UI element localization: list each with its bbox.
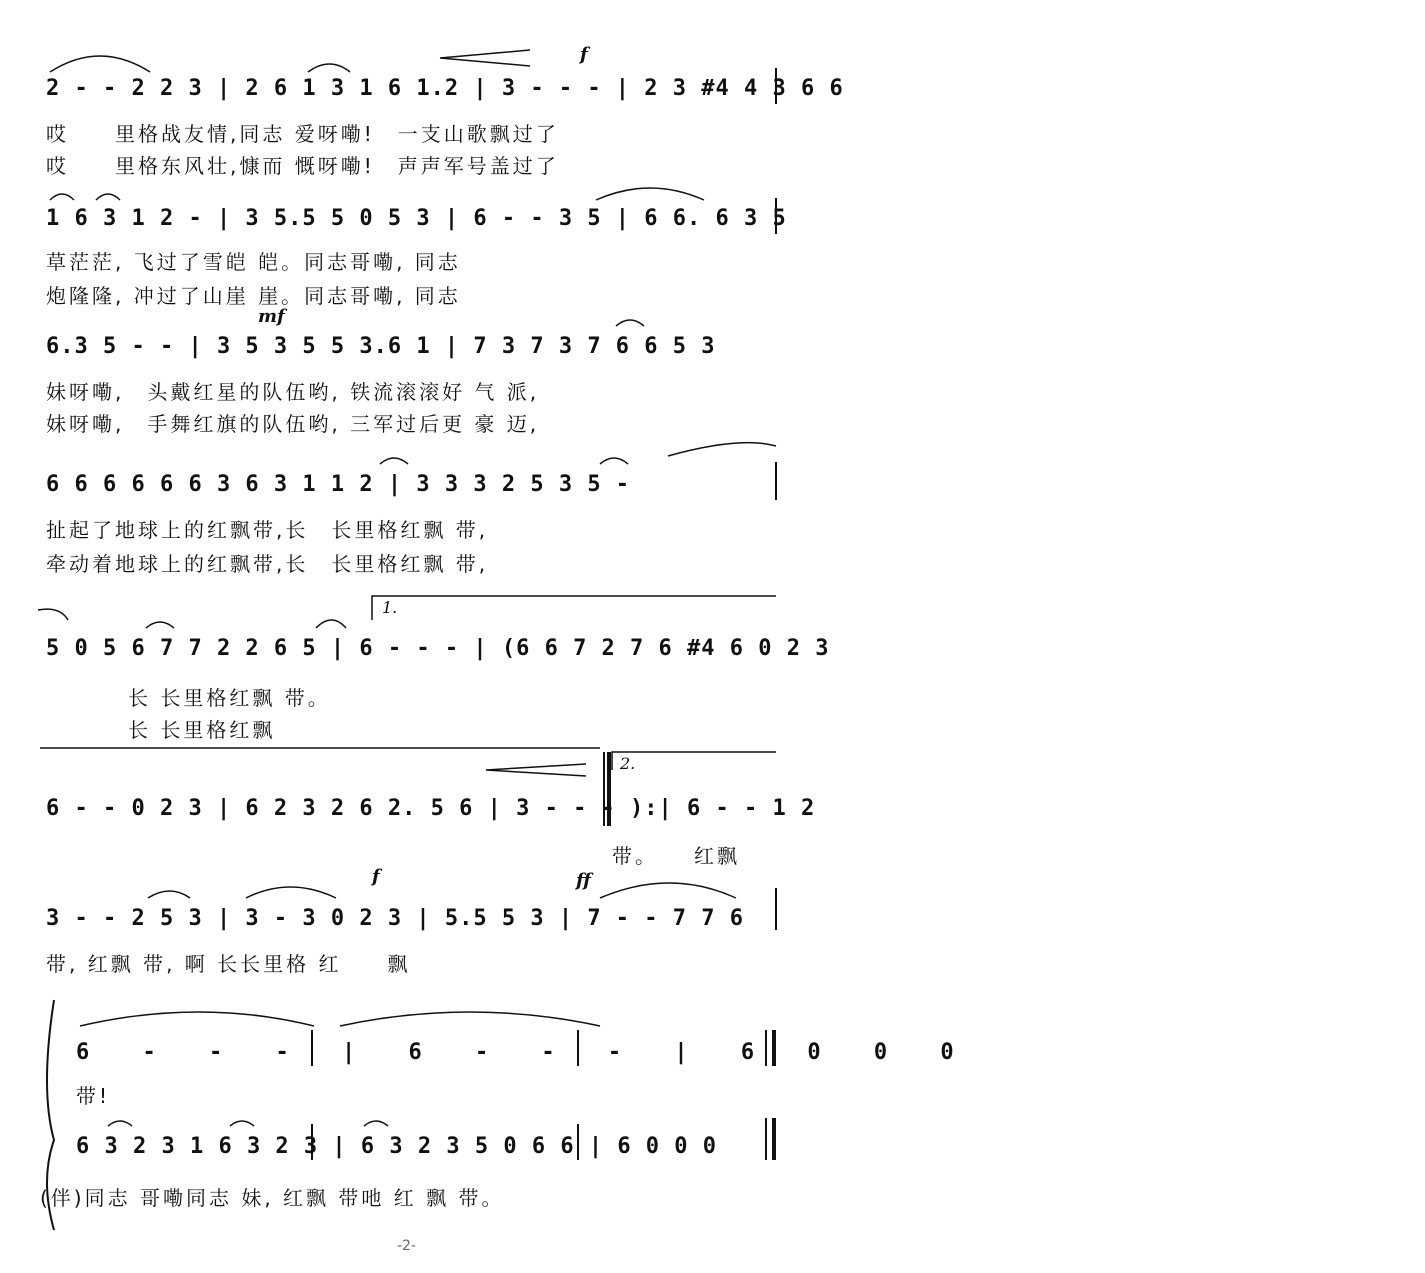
volta-2: 2. <box>620 754 636 773</box>
lyrics-9-accomp: (伴)同志 哥嘞同志 妹, 红飘 带吔 红 飘 带。 <box>40 1186 505 1210</box>
lyrics-4a: 扯起了地球上的红飘带,长 长里格红飘 带, <box>46 518 489 542</box>
page-number: -2- <box>396 1238 416 1254</box>
notation-line-7: 3 - - 2 5 3 | 3 - 3 0 2 3 | 5.5 5 3 | 7 - - 7 7 6 <box>46 906 745 931</box>
lyrics-5a: 长 长里格红飘 带。 <box>128 686 331 710</box>
lyrics-2b: 炮隆隆, 冲过了山崖 崖。同志哥嘞, 同志 <box>46 284 461 308</box>
notation-line-1: 2 - - 2 2 3 | 2 6 1 3 1 6 1.2 | 3 - - - | 2 3 #4 4 3 6 6 <box>46 76 844 101</box>
lyrics-6: 带。 红飘 <box>612 844 740 868</box>
dynamic-ff: ff <box>576 870 591 891</box>
notation-line-6: 6 - - 0 2 3 | 6 2 3 2 6 2. 5 6 | 3 - - - ):| 6 - - 1 2 <box>46 796 816 821</box>
dynamic-f-1: f <box>580 44 588 65</box>
lyrics-5b: 长 长里格红飘 <box>128 718 276 742</box>
notation-line-8-voice: 6 - - - | 6 - - - | 6 0 0 0 <box>76 1040 955 1065</box>
notation-line-5: 5 0 5 6 7 7 2 2 6 5 | 6 - - - | (6 6 7 2 7 6 #4 6 0 2 3 <box>46 636 830 661</box>
lyrics-1b: 哎 里格东风壮,慷而 慨呀嘞! 声声军号盖过了 <box>46 154 559 178</box>
lyrics-4b: 牵动着地球上的红飘带,长 长里格红飘 带, <box>46 552 489 576</box>
lyrics-3b: 妹呀嘞, 手舞红旗的队伍哟, 三军过后更 豪 迈, <box>46 412 540 436</box>
notation-line-9-accomp: 6 3 2 3 1 6 3 2 3 | 6 3 2 3 5 0 6 6 | 6 0 0 0 <box>76 1134 718 1159</box>
notation-line-2: 1 6 3 1 2 - | 3 5.5 5 0 5 3 | 6 - - 3 5 | 6 6. 6 3 5 <box>46 206 787 231</box>
lyrics-1a: 哎 里格战友情,同志 爱呀嘞! 一支山歌飘过了 <box>46 122 559 146</box>
dynamic-mf: mf <box>258 306 285 327</box>
notation-line-4: 6 6 6 6 6 6 3 6 3 1 1 2 | 3 3 3 2 5 3 5 - <box>46 472 631 497</box>
dynamic-f-2: f <box>372 866 380 887</box>
lyrics-7: 带, 红飘 带, 啊 长长里格 红 飘 <box>46 952 411 976</box>
lyrics-2a: 草茫茫, 飞过了雪皑 皑。同志哥嘞, 同志 <box>46 250 461 274</box>
lyrics-8: 带! <box>76 1084 111 1108</box>
volta-1: 1. <box>382 598 398 617</box>
lyrics-3a: 妹呀嘞, 头戴红星的队伍哟, 铁流滚滚好 气 派, <box>46 380 540 404</box>
notation-line-3: 6.3 5 - - | 3 5 3 5 5 3.6 1 | 7 3 7 3 7 6 6 5 3 <box>46 334 716 359</box>
